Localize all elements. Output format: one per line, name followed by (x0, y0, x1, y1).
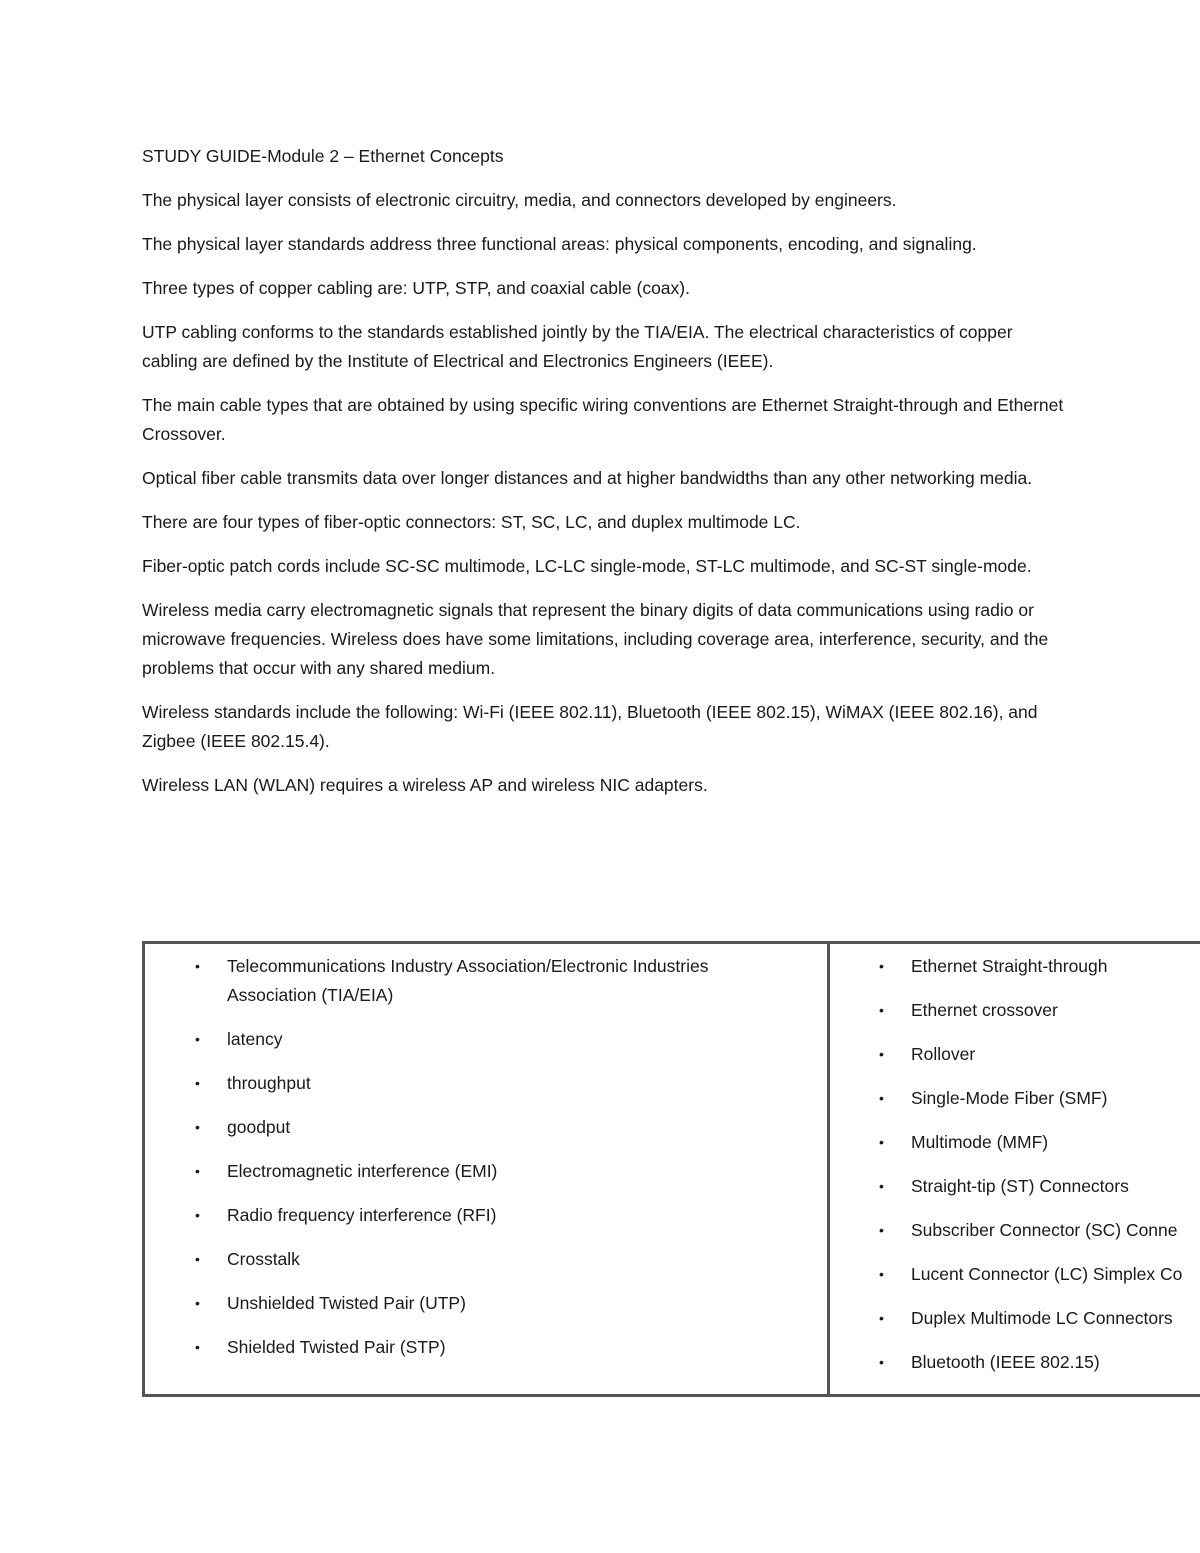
term-text: latency (227, 1028, 283, 1049)
bullet-icon: • (879, 1002, 884, 1018)
bullet-icon: • (879, 1178, 884, 1194)
list-item (830, 1304, 1200, 1333)
bullet-icon: • (195, 1338, 200, 1355)
list-item (830, 1348, 1200, 1377)
paragraph: UTP cabling conforms to the standards established jointly by the TIA/EIA. The electrical characteristics of copper cabling are defined by the Institute of Electrical and Electronics Engineers (IEEE). (142, 322, 1013, 371)
bullet-icon: • (879, 1354, 884, 1370)
bullet-icon: • (195, 1074, 200, 1091)
list-item (145, 1069, 827, 1098)
list-item (830, 952, 1200, 981)
paragraph: Wireless media carry electromagnetic signals that represent the binary digits of data communications using radio or microwave frequencies. Wireless does have some limitations, including coverage area, interference, security, and the problems that occur with any shared medium. (142, 600, 1049, 678)
term-text: Multimode (MMF) (911, 1132, 1049, 1152)
list-item (830, 1084, 1200, 1113)
list-item (830, 1128, 1200, 1157)
term-text: Duplex Multimode LC Connectors (911, 1308, 1173, 1328)
term-text: Telecommunications Industry Association/Electronic Industries Association (TIA/EIA) (227, 956, 709, 1005)
paragraph: Fiber-optic patch cords include SC-SC multimode, LC-LC single-mode, ST-LC multimode, and SC-ST single-mode. (142, 556, 1032, 576)
paragraph: The physical layer standards address three functional areas: physical components, encoding, and signaling. (142, 234, 977, 254)
list-item (830, 1040, 1200, 1069)
term-text: Straight-tip (ST) Connectors (911, 1176, 1129, 1196)
paragraph: The physical layer consists of electronic circuitry, media, and connectors developed by engineers. (142, 190, 897, 210)
paragraph: There are four types of fiber-optic connectors: ST, SC, LC, and duplex multimode LC. (142, 512, 801, 532)
paragraph: Wireless LAN (WLAN) requires a wireless AP and wireless NIC adapters. (142, 775, 708, 795)
bullet-icon: • (195, 1162, 200, 1179)
paragraph: Optical fiber cable transmits data over longer distances and at higher bandwidths than any other networking media. (142, 468, 1033, 488)
term-text: Ethernet crossover (911, 1000, 1058, 1020)
term-text: Shielded Twisted Pair (STP) (227, 1336, 446, 1357)
list-item (145, 1113, 827, 1142)
list-item (145, 1289, 827, 1318)
paragraph: Three types of copper cabling are: UTP, STP, and coaxial cable (coax). (142, 278, 690, 298)
list-item (830, 1216, 1200, 1245)
term-text: Rollover (911, 1044, 976, 1064)
bullet-icon: • (195, 1118, 200, 1135)
bullet-icon: • (195, 1250, 200, 1267)
bullet-icon: • (195, 1030, 200, 1047)
list-item (830, 996, 1200, 1025)
list-item (145, 1245, 827, 1274)
list-item (145, 1157, 827, 1186)
paragraph: Wireless standards include the following: Wi-Fi (IEEE 802.11), Bluetooth (IEEE 802.15), WiMAX (IEEE 802.16), and Zigbee (IEEE 802.15.4). (142, 702, 1038, 751)
term-text: Radio frequency interference (RFI) (227, 1204, 497, 1225)
list-item (145, 1201, 827, 1230)
bullet-icon: • (879, 1266, 884, 1282)
bullet-icon: • (879, 958, 884, 974)
bullet-icon: • (879, 1090, 884, 1106)
term-text: Single-Mode Fiber (SMF) (911, 1088, 1108, 1108)
paragraph: The main cable types that are obtained by using specific wiring conventions are Ethernet Straight-through and Ethernet Crossover. (142, 395, 1064, 444)
bullet-icon: • (195, 1206, 200, 1223)
term-text: throughput (227, 1072, 311, 1093)
term-text: Lucent Connector (LC) Simplex Co (911, 1264, 1183, 1284)
term-text: Subscriber Connector (SC) Conne (911, 1220, 1178, 1240)
bullet-icon: • (879, 1310, 884, 1326)
list-item (145, 1333, 827, 1362)
term-text: Electromagnetic interference (EMI) (227, 1160, 498, 1181)
terms-column-left (145, 952, 827, 1377)
list-item (145, 952, 827, 1009)
study-guide-text (142, 142, 1072, 815)
term-text: Ethernet Straight-through (911, 956, 1108, 976)
term-text: Bluetooth (IEEE 802.15) (911, 1352, 1100, 1372)
terms-table (142, 941, 1200, 1397)
bullet-icon: • (195, 1294, 200, 1311)
bullet-icon: • (195, 958, 200, 974)
document-title: STUDY GUIDE-Module 2 – Ethernet Concepts (142, 146, 504, 166)
bullet-icon: • (879, 1134, 884, 1150)
term-text: Crosstalk (227, 1248, 300, 1269)
list-item (830, 1260, 1200, 1289)
terms-column-right (830, 952, 1200, 1392)
bullet-icon: • (879, 1046, 884, 1062)
list-item (145, 1025, 827, 1054)
list-item (830, 1172, 1200, 1201)
term-text: goodput (227, 1116, 291, 1137)
bullet-icon: • (879, 1222, 884, 1238)
term-text: Unshielded Twisted Pair (UTP) (227, 1292, 466, 1313)
